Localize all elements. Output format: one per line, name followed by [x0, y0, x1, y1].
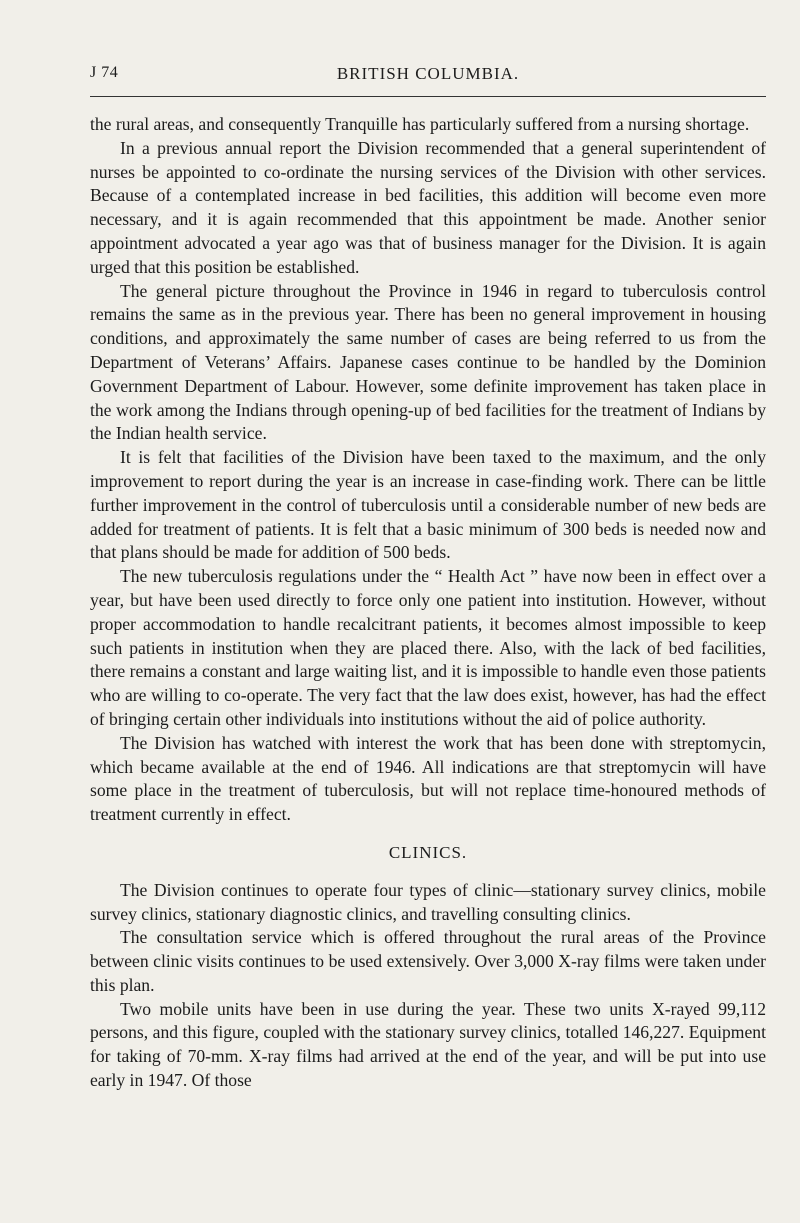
paragraph: The consultation service which is offered throughout the rural areas of the Province between clinic visits continues to be used extensively. Over 3,000 X-ray films were taken under this plan.	[90, 927, 766, 995]
paragraph: It is felt that facilities of the Division have been taxed to the maximum, and the only improvement to report during the year is an increase in case-finding work. There can be little further improvement in the control of tuberculosis until a considerable number of new beds are added for treatment of patients. It is felt that a basic minimum of 300 beds is needed now and that plans should be made for addition of 500 beds.	[90, 447, 766, 563]
paragraph: Two mobile units have been in use during the year. These two units X-rayed 99,112 persons, and this figure, coupled with the stationary survey clinics, totalled 146,227. Equipment for taking of 70-mm. X-ray films had arrived at the end of the year, and will be put into use early in 1947. Of those	[90, 998, 766, 1091]
paragraph: The new tuberculosis regulations under the “ Health Act ” have now been in effect over a year, but have been used directly to force only one patient into institution. However, without proper accommodation to handle recalcitrant patients, it becomes almost impossible to keep such patients in institution when they are placed there. Also, with the lack of bed facilities, there remains a constant and large waiting list, and it is impossible to handle even those patients who are willing to co-operate. The very fact that the law does exist, however, has had the effect of bringing certain other individuals into institutions without the aid of police authority.	[90, 566, 766, 729]
section-heading: CLINICS.	[388, 842, 468, 862]
header-rule	[90, 96, 766, 97]
paragraph: In a previous annual report the Division recommended that a general superintendent of nurses be appointed to co-ordinate the nursing services of the Division with other services. Because of a contemplated increase in bed facilities, this addition will become even more necessary, and it is again recommended that this appointment be made. Another senior appointment advocated a year ago was that of business manager for the Division. It is again urged that this position be established.	[90, 137, 766, 277]
paragraph: The Division has watched with interest the work that has been done with streptomycin, which became available at the end of 1946. All indications are that streptomycin will have some place in the treatment of tuberculosis, but will not replace time-honoured methods of treatment currently in effect.	[90, 732, 766, 825]
paragraph: the rural areas, and consequently Tranquille has particularly suffered from a nursing shortage.	[90, 114, 750, 134]
paragraph: The general picture throughout the Province in 1946 in regard to tuberculosis control remains the same as in the previous year. There has been no general improvement in housing conditions, and approximately the same number of cases are being referred to us from the Department of Veterans’ Affairs. Japanese cases continue to be handled by the Dominion Government Department of Labour. However, some definite improvement has taken place in the work among the Indians through opening-up of bed facilities for the treatment of Indians by the Indian health service.	[90, 280, 766, 444]
page-number: J 74	[90, 64, 119, 81]
running-title: BRITISH COLUMBIA.	[336, 64, 520, 83]
body-text	[90, 113, 766, 1093]
paragraph: The Division continues to operate four types of clinic—stationary survey clinics, mobile survey clinics, stationary diagnostic clinics, and travelling consulting clinics.	[90, 879, 766, 924]
page-header	[90, 64, 766, 92]
